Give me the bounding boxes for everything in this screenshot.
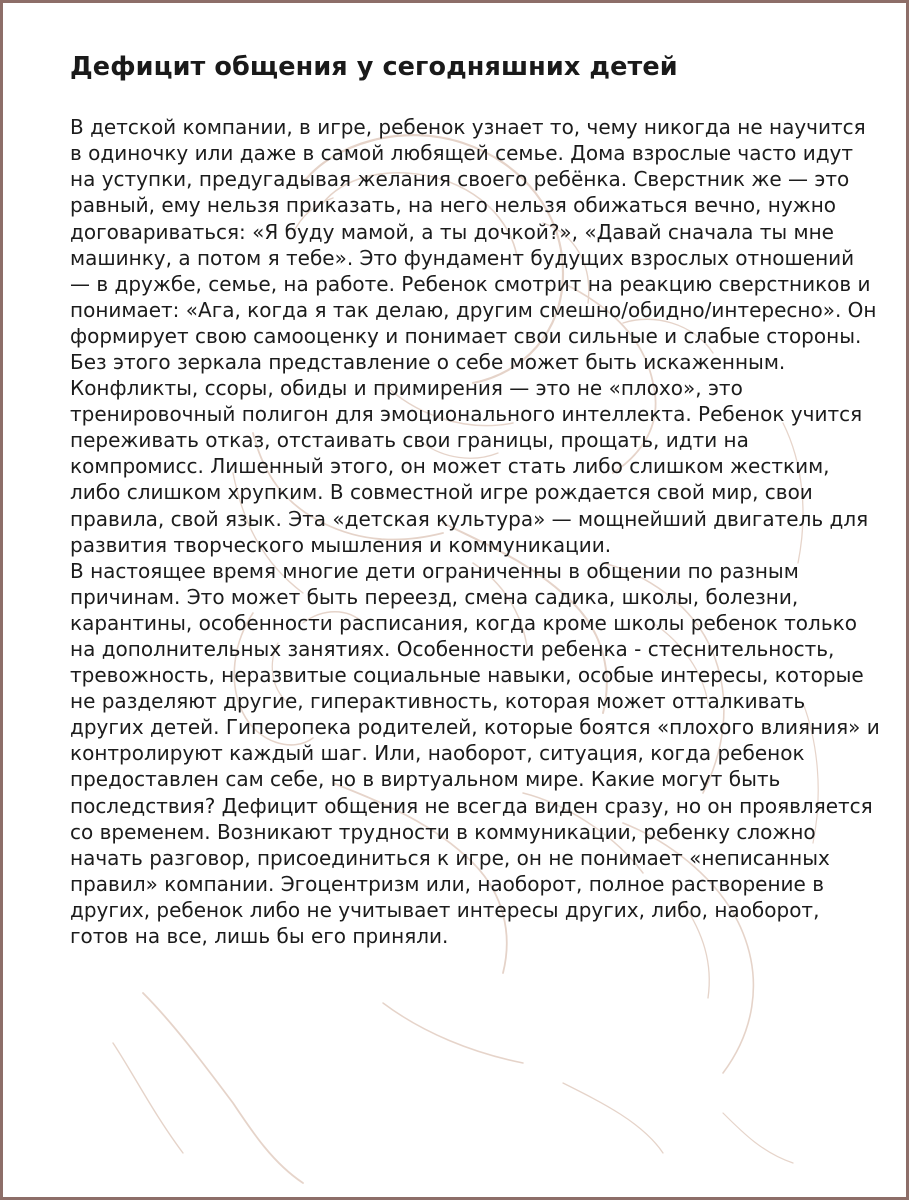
article-body — [70, 114, 880, 949]
paragraph-1: В детской компании, в игре, ребенок узнает то, чему никогда не научится в одиночку или даже в самой любящей семье. Дома взрослые часто идут на уступки, предугадывая желания своего ребёнка. Сверстник же — это равный, ему нельзя приказать, на него нельзя обижаться вечно, нужно договариваться: «Я буду мамой, а ты дочкой?», «Давай сначала ты мне машинку, а потом я тебе». Это фундамент будущих взрослых отношений — в дружбе, семье, на работе. Ребенок смотрит на реакцию сверстников и понимает: «Ага, когда я так делаю, другим смешно/обидно/интересно». Он формирует свою самооценку и понимает свои сильные и слабые стороны. Без этого зеркала представление о себе может быть искаженным. Конфликты, ссоры, обиды и примирения — это не «плохо», это тренировочный полигон для эмоционального интеллекта. Ребенок учится переживать отказ, отстаивать свои границы, прощать, идти на компромисс. Лишенный этого, он может стать либо слишком жестким, либо слишком хрупким. В совместной игре рождается свой мир, свои правила, свой язык. Эта «детская культура» — мощнейший двигатель для развития творческого мышления и коммуникации. — [70, 115, 877, 557]
article-title: Дефицит общения у сегодняшних детей — [70, 52, 678, 82]
article — [70, 51, 880, 949]
paragraph-2: В настоящее время многие дети ограниченны в общении по разным причинам. Это может быть переезд, смена садика, школы, болезни, карантины, особенности расписания, когда кроме школы ребенок только на дополнительных занятиях. Особенности ребенка - стеснительность, тревожность, неразвитые социальные навыки, особые интересы, которые не разделяют другие, гиперактивность, которая может отталкивать других детей. Гиперопека родителей, которые боятся «плохого влияния» и контролируют каждый шаг. Или, наоборот, ситуация, когда ребенок предоставлен сам себе, но в виртуальном мире. Какие могут быть последствия? Дефицит общения не всегда виден сразу, но он проявляется со временем. Возникают трудности в коммуникации, ребенку сложно начать разговор, присоединиться к игре, он не понимает «неписанных правил» компании. Эгоцентризм или, наоборот, полное растворение в других, ребенок либо не учитывает интересы других, либо, наоборот, готов на все, лишь бы его приняли. — [70, 558, 880, 949]
